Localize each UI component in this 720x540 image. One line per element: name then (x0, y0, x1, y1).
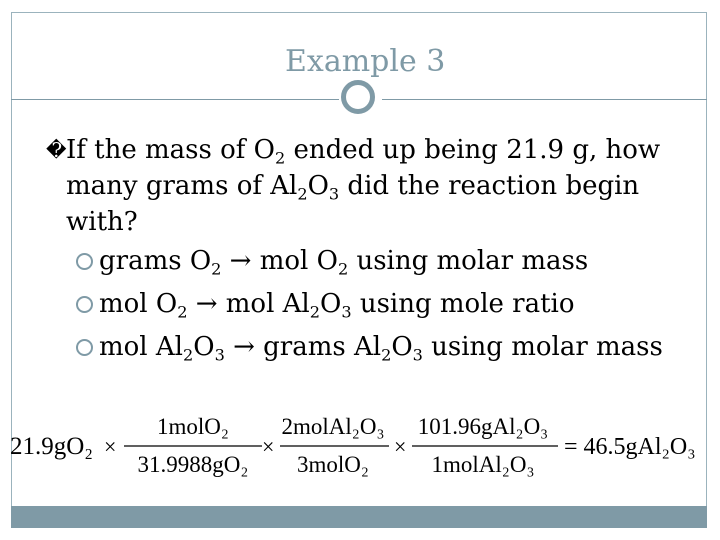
fraction-3-numerator: 101.96gAl₂O₃ (417, 414, 549, 439)
step-item-2 (76, 283, 686, 326)
title-divider-right (382, 99, 707, 100)
step-text: grams $O_2$ → mol $O_2$ using molar mass (99, 246, 589, 279)
fraction-1-denominator: 31.9988gO₂ (137, 452, 249, 477)
times-sign: × (262, 434, 275, 459)
bullet-list (46, 132, 686, 369)
footer-bar (11, 506, 707, 528)
circle-bullet-icon (76, 296, 93, 313)
circle-bullet-icon (76, 253, 93, 270)
step-item-1 (76, 240, 686, 283)
step-text: mol $O_2$ → mol $Al_2O_3$ using mole ratio (99, 289, 575, 322)
step-text: mol $Al_2O_3$ → grams $Al_2O_3$ using molar mass (99, 332, 663, 365)
times-sign: × (104, 434, 117, 459)
fraction-2-numerator: 2molAl₂O₃ (281, 414, 385, 439)
box-bullet-icon: � (46, 138, 67, 162)
stoichiometry-equation (8, 410, 712, 486)
fraction-2-denominator: 3molO₂ (297, 452, 369, 477)
divider-ring-icon (341, 80, 375, 114)
equation-result: = 46.5gAl₂O₃ (564, 434, 696, 460)
fraction-1-numerator: 1molO₂ (157, 414, 229, 439)
question-text: If the mass of $O_2$ ended up being 21.9 g, how many grams of $Al_2O_3$ did the reaction begin with? (66, 135, 661, 237)
title-divider-left (11, 99, 339, 100)
slide-title: Example 3 (285, 44, 446, 79)
equation-start: 21.9gO₂ (10, 433, 94, 460)
circle-bullet-icon (76, 339, 93, 356)
question-bullet (46, 132, 686, 240)
times-sign: × (394, 434, 407, 459)
fraction-3-denominator: 1molAl₂O₃ (431, 452, 535, 477)
step-item-3 (76, 326, 686, 369)
